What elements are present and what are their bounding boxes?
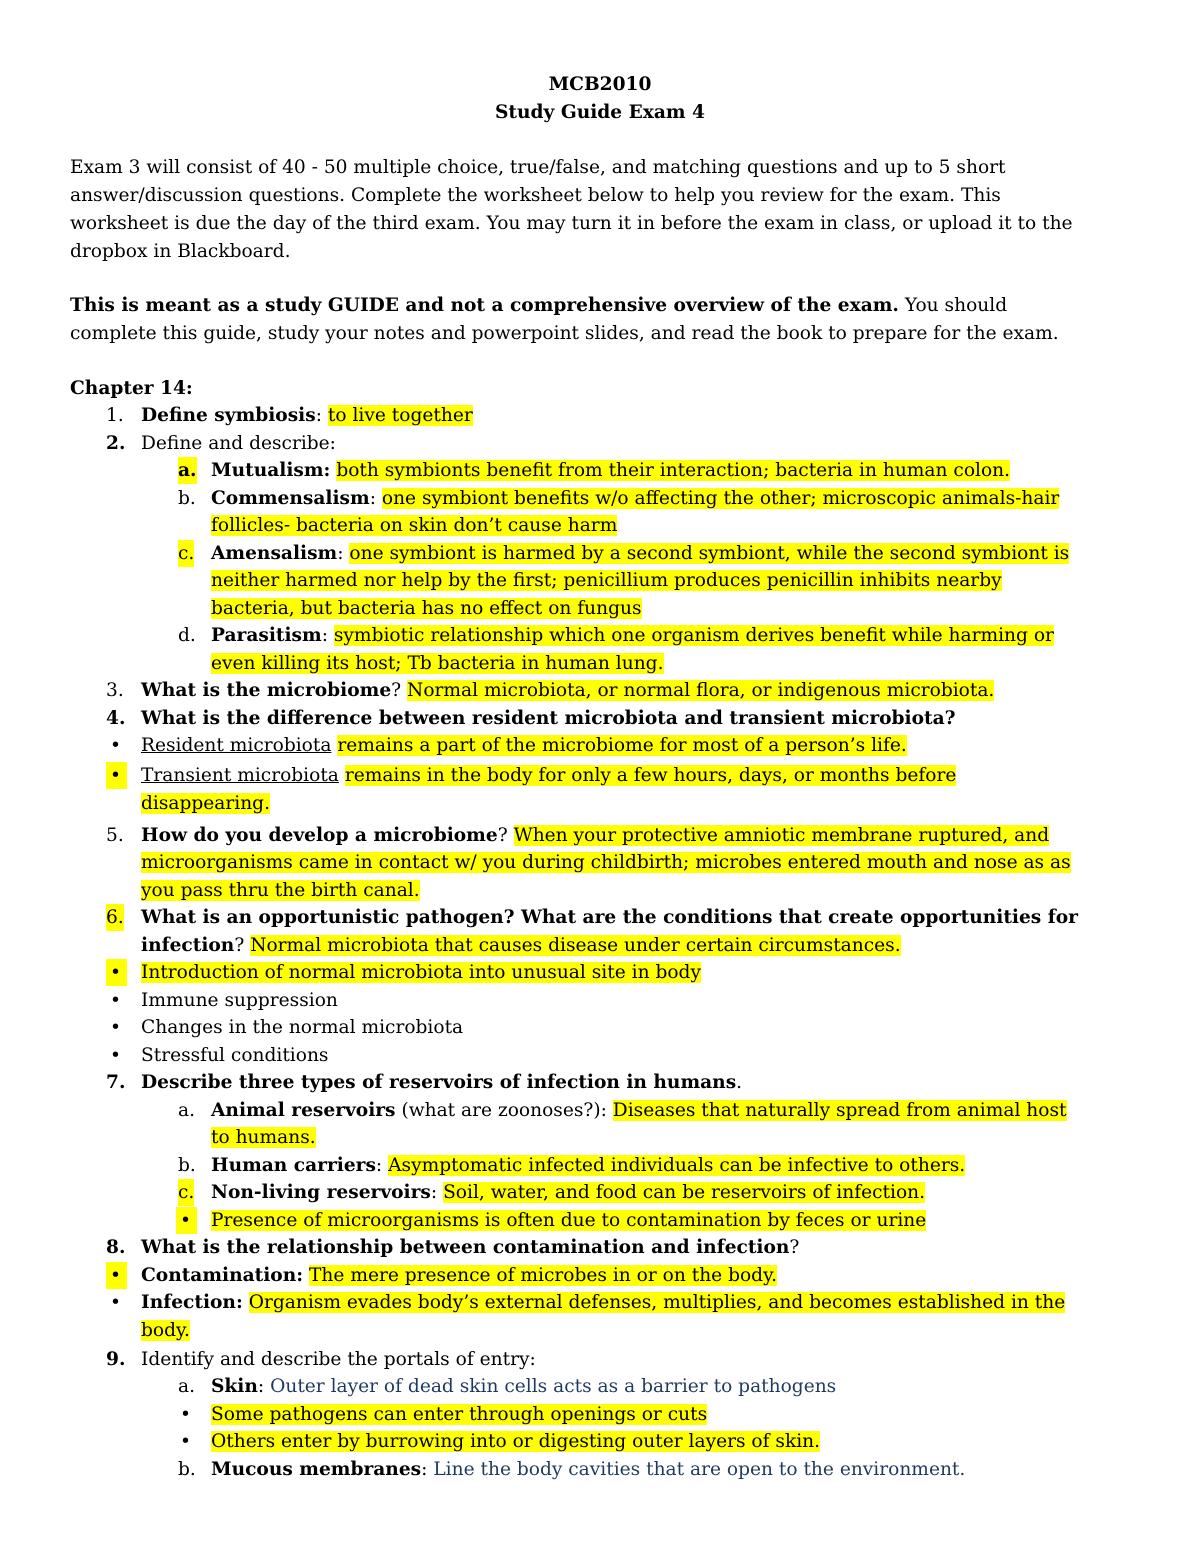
- bullet-icon: •: [106, 1262, 127, 1289]
- q8-infection-answer-1: Organism evades body’s external defenses, multiplies, and becomes established in the: [248, 1292, 1066, 1313]
- q7c-term: Non-living reservoirs: [211, 1182, 431, 1203]
- q2c-answer-1: one symbiont is harmed by a second symbiont, while the second symbiont is: [349, 543, 1070, 564]
- q1-question: Define symbiosis: [141, 405, 316, 426]
- q8-contamination-answer: The mere presence of microbes in or on the body.: [309, 1265, 778, 1286]
- q2d-line-1: Parasitism: symbiotic relationship which one organism derives benefit while harming or: [211, 625, 1054, 646]
- q3-answer: Normal microbiota, or normal flora, or indigenous microbiota.: [407, 680, 995, 701]
- q3-line: What is the microbiome? Normal microbiota, or normal flora, or indigenous microbiota.: [141, 680, 995, 701]
- q7-number: 7.: [106, 1072, 126, 1093]
- q2b-letter: b.: [178, 488, 196, 509]
- q6-bullet-3: Changes in the normal microbiota: [141, 1017, 464, 1038]
- q5-line-1: How do you develop a microbiome? When your protective amniotic membrane ruptured, and: [141, 825, 1050, 846]
- q7a-letter: a.: [178, 1100, 195, 1121]
- q7c-line: Non-living reservoirs: Soil, water, and food can be reservoirs of infection.: [211, 1182, 926, 1203]
- intro-line-4: dropbox in Blackboard.: [70, 241, 291, 262]
- q7a-answer-2: to humans.: [211, 1127, 316, 1148]
- q2d-answer-2: even killing its host; Tb bacteria in human lung.: [211, 653, 664, 674]
- q7a-line-1: Animal reservoirs (what are zoonoses?): Diseases that naturally spread from animal host: [211, 1100, 1067, 1121]
- q4-resident-answer: remains a part of the microbiome for most of a person’s life.: [337, 735, 907, 756]
- q6-bullet-2: Immune suppression: [141, 990, 338, 1011]
- q4-bullet-2-line-1: [141, 762, 956, 789]
- q7a-line-2: [211, 1124, 316, 1151]
- q9b-answer: Line the body cavities that are open to the environment.: [433, 1459, 966, 1480]
- q9b-line: Mucous membranes: Line the body cavities that are open to the environment.: [211, 1459, 966, 1480]
- q2a-term: Mutualism:: [211, 460, 331, 481]
- q6-bullet-4: Stressful conditions: [141, 1045, 329, 1066]
- q2b-answer-2: follicles- bacteria on skin don’t cause harm: [211, 515, 618, 536]
- q5-answer-2: microorganisms came in contact w/ you during childbirth; microbes entered mouth and nose as as: [141, 852, 1071, 873]
- q1-number: 1.: [106, 405, 124, 426]
- q2a-letter: a.: [178, 457, 197, 484]
- q8-bullet-2-line-2: [141, 1317, 190, 1344]
- q1-line: Define symbiosis: to live together: [141, 405, 473, 426]
- bullet-icon: •: [110, 1045, 121, 1066]
- q9a-bullet-2: Others enter by burrowing into or digesting outer layers of skin.: [211, 1431, 821, 1452]
- q6-question-2: infection: [141, 935, 235, 956]
- q3-question: What is the microbiome: [141, 680, 392, 701]
- q7c-bullet: Presence of microorganisms is often due to contamination by feces or urine: [211, 1210, 927, 1231]
- bullet-icon: •: [110, 1292, 121, 1313]
- note-rest: You should: [898, 295, 1008, 316]
- bullet-icon: •: [110, 735, 121, 756]
- q8-line: What is the relationship between contamination and infection?: [141, 1237, 800, 1258]
- q7-line: Describe three types of reservoirs of infection in humans.: [141, 1072, 743, 1093]
- bullet-icon: •: [180, 1404, 191, 1425]
- q7b-line: Human carriers: Asymptomatic infected individuals can be infective to others.: [211, 1155, 966, 1176]
- bullet-icon: •: [110, 1017, 121, 1038]
- q7b-answer: Asymptomatic infected individuals can be infective to others.: [388, 1155, 966, 1176]
- note-bold: This is meant as a study GUIDE and not a comprehensive overview of the exam.: [70, 295, 899, 316]
- q4-bullet-2-line-2: [141, 790, 270, 817]
- q2d-term: Parasitism: [211, 625, 322, 646]
- bullet-icon: •: [106, 959, 127, 986]
- q7c-answer: Soil, water, and food can be reservoirs of infection.: [443, 1182, 926, 1203]
- q4-bullet-1: [141, 732, 907, 759]
- q1-answer: to live together: [327, 405, 473, 426]
- q8-number: 8.: [106, 1237, 126, 1258]
- q6-question-1: What is an opportunistic pathogen? What are the conditions that create opportunities for: [141, 907, 1078, 928]
- q2c-answer-2: neither harmed nor help by the first; penicillium produces penicillin inhibits nearby: [211, 570, 1002, 591]
- bullet-icon: •: [176, 1207, 197, 1234]
- q5-answer-1: When your protective amniotic membrane ruptured, and: [513, 825, 1050, 846]
- chapter-heading: Chapter 14:: [70, 378, 193, 399]
- intro-line-1: Exam 3 will consist of 40 - 50 multiple choice, true/false, and matching questions and up to 5 short: [70, 157, 1006, 178]
- q2c-line-2: [211, 567, 1002, 594]
- q4-number: 4.: [106, 708, 126, 729]
- q3-number: 3.: [106, 680, 124, 701]
- q9b-term: Mucous membranes: [211, 1459, 422, 1480]
- q8-infection-term: Infection:: [141, 1292, 243, 1313]
- q6-number: 6.: [106, 904, 124, 931]
- q2d-answer-1: symbiotic relationship which one organism derives benefit while harming or: [333, 625, 1054, 646]
- q2b-answer-1: one symbiont benefits w/o affecting the other; microscopic animals-hair: [381, 488, 1060, 509]
- q2-number: 2.: [106, 433, 126, 454]
- q2a-line: [211, 457, 1010, 484]
- q2b-line-2: [211, 512, 617, 539]
- q6-line-2: infection? Normal microbiota that causes disease under certain circumstances.: [141, 935, 901, 956]
- document-title: Study Guide Exam 4: [495, 102, 705, 123]
- q7-question: Describe three types of reservoirs of infection in humans: [141, 1072, 737, 1093]
- q8-bullet-1: [141, 1262, 777, 1289]
- q7a-term: Animal reservoirs: [211, 1100, 396, 1121]
- q7c-letter: c.: [178, 1179, 194, 1206]
- q5-line-2: [141, 849, 1071, 876]
- q5-answer-3: you pass thru the birth canal.: [141, 880, 420, 901]
- bullet-icon: •: [180, 1431, 191, 1452]
- q8-contamination-term: Contamination:: [141, 1265, 304, 1286]
- q6-bullet-1: Introduction of normal microbiota into unusual site in body: [141, 962, 701, 983]
- q4-transient-term: Transient microbiota: [141, 765, 339, 786]
- q7b-term: Human carriers: [211, 1155, 376, 1176]
- q9b-letter: b.: [178, 1459, 196, 1480]
- q6-answer: Normal microbiota that causes disease under certain circumstances.: [250, 935, 901, 956]
- q9a-line: Skin: Outer layer of dead skin cells acts as a barrier to pathogens: [211, 1376, 837, 1397]
- q2b-line-1: Commensalism: one symbiont benefits w/o affecting the other; microscopic animals-hair: [211, 488, 1060, 509]
- q2d-letter: d.: [178, 625, 196, 646]
- q5-number: 5.: [106, 825, 124, 846]
- q8-bullet-2-line-1: [141, 1289, 1065, 1316]
- q5-line-3: [141, 877, 420, 904]
- q8-question: What is the relationship between contamination and infection: [141, 1237, 790, 1258]
- q2c-answer-3: bacteria, but bacteria has no effect on fungus: [211, 598, 642, 619]
- bullet-icon: •: [110, 990, 121, 1011]
- q2d-line-2: [211, 650, 664, 677]
- q2a-answer: both symbionts benefit from their interaction; bacteria in human colon.: [336, 460, 1011, 481]
- intro-line-3: worksheet is due the day of the third exam. You may turn it in before the exam in class, or upload it to the: [70, 213, 1073, 234]
- note-line-2: complete this guide, study your notes and powerpoint slides, and read the book to prepare for the exam.: [70, 323, 1059, 344]
- q4-resident-term: Resident microbiota: [141, 735, 332, 756]
- q7b-letter: b.: [178, 1155, 196, 1176]
- q9-question: Identify and describe the portals of entry:: [141, 1349, 536, 1370]
- q9a-letter: a.: [178, 1376, 195, 1397]
- intro-line-2: answer/discussion questions. Complete the worksheet below to help you review for the exam. This: [70, 185, 1001, 206]
- q2b-term: Commensalism: [211, 488, 370, 509]
- q9a-term: Skin: [211, 1376, 258, 1397]
- q4-transient-answer-2: disappearing.: [141, 793, 270, 814]
- q4-question: What is the difference between resident microbiota and transient microbiota?: [141, 708, 956, 729]
- q5-question: How do you develop a microbiome: [141, 825, 498, 846]
- q7a-answer-1: Diseases that naturally spread from animal host: [612, 1100, 1067, 1121]
- q9-number: 9.: [106, 1349, 126, 1370]
- q8-infection-answer-2: body.: [141, 1320, 190, 1341]
- q2c-term: Amensalism: [211, 543, 338, 564]
- q2c-line-1: Amensalism: one symbiont is harmed by a second symbiont, while the second symbiont is: [211, 543, 1070, 564]
- q2c-letter: c.: [178, 540, 194, 567]
- note-line-1: [70, 292, 1007, 319]
- course-code: MCB2010: [548, 74, 652, 95]
- q2-question: Define and describe:: [141, 433, 336, 454]
- bullet-icon: •: [106, 762, 127, 789]
- q9a-bullet-1: Some pathogens can enter through openings or cuts: [211, 1404, 708, 1425]
- q2c-line-3: [211, 595, 642, 622]
- q9a-answer: Outer layer of dead skin cells acts as a barrier to pathogens: [270, 1376, 837, 1397]
- q4-transient-answer-1: remains in the body for only a few hours, days, or months before: [344, 765, 957, 786]
